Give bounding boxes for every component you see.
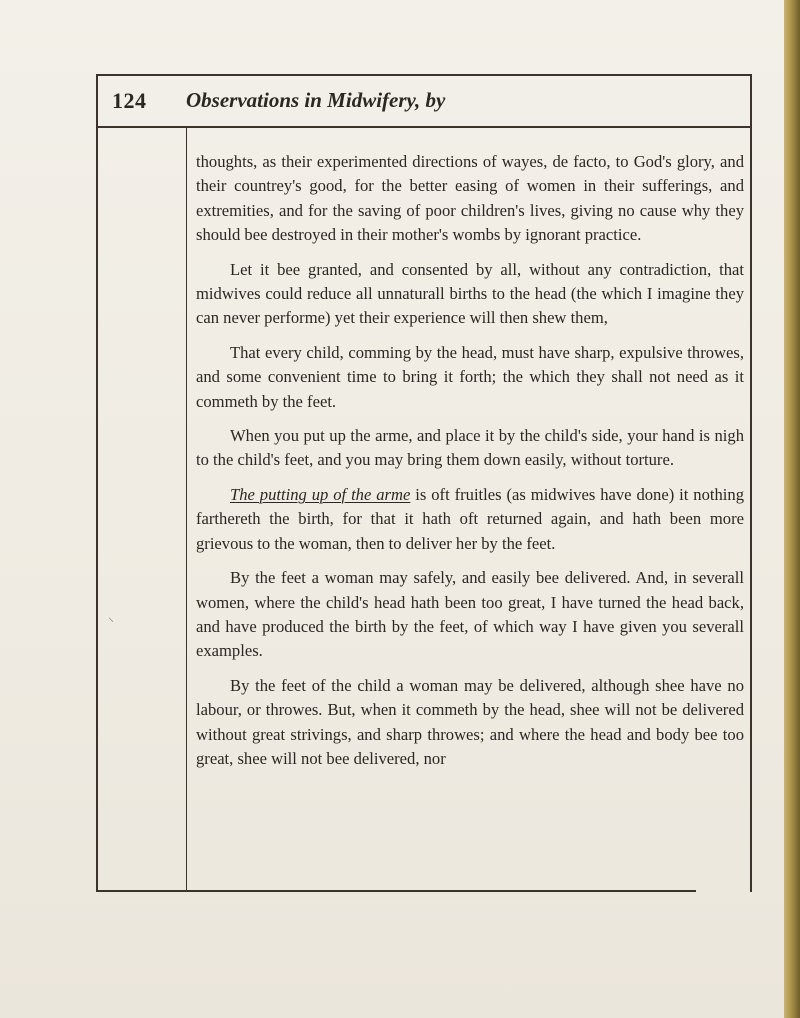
paragraph-3: That every child, comming by the head, must have sharp, expulsive throwes, and some convenient time to bring it forth; the which they shall not need as it commeth by the feet.	[196, 342, 744, 411]
header-top-rule	[96, 74, 752, 76]
body-text	[196, 150, 744, 781]
footer-rule	[96, 890, 696, 892]
right-border-rule	[750, 74, 752, 892]
paragraph-2: Let it bee granted, and consented by all, without any contradiction, that midwives could reduce all unnaturall births to the head (the which I imagine they can never performe) yet their experience will then shew them,	[196, 259, 744, 328]
paragraph-4: When you put up the arme, and place it by the child's side, your hand is nigh to the child's feet, and you may bring them down easily, without torture.	[196, 426, 744, 470]
paragraph-5-text: is oft fruitles (as midwives have done) it nothing farthereth the birth, for that it hath oft returned again, and hath been more grievous to the woman, then to deliver her by the feet.	[196, 484, 744, 553]
running-title: Observations in Midwifery, by	[186, 88, 446, 112]
paragraph-7: By the feet of the child a woman may be delivered, although shee have no labour, or throwes. But, when it commeth by the head, shee will not be delivered without great strivings, and sharp throwes; and where the head and body bee too great, shee will not bee delivered, nor	[196, 675, 744, 768]
paragraph-1: thoughts, as their experimented directions of wayes, de facto, to God's glory, and their countrey's good, for the better easing of women in their sufferings, and extremities, and for the saving of poor children's lives, giving no cause why they should bee destroyed in their mother's wombs by ignorant practice.	[196, 152, 744, 245]
italic-lead: The putting up of the arme	[230, 484, 411, 504]
page-number: 124	[112, 88, 147, 113]
margin-column-rule	[186, 126, 187, 892]
paragraph-5	[196, 483, 744, 556]
page-header	[98, 88, 750, 124]
margin-mark: ⸜	[108, 610, 115, 624]
paragraph-6: By the feet a woman may safely, and easily bee delivered. And, in severall women, where the child's head hath been too great, I have turned the head back, and have produced the birth by the feet, of which way I have given you severall examples.	[196, 568, 744, 661]
left-border-rule	[96, 74, 98, 892]
header-bottom-rule	[96, 126, 752, 128]
page-edge-strip	[784, 0, 800, 1018]
